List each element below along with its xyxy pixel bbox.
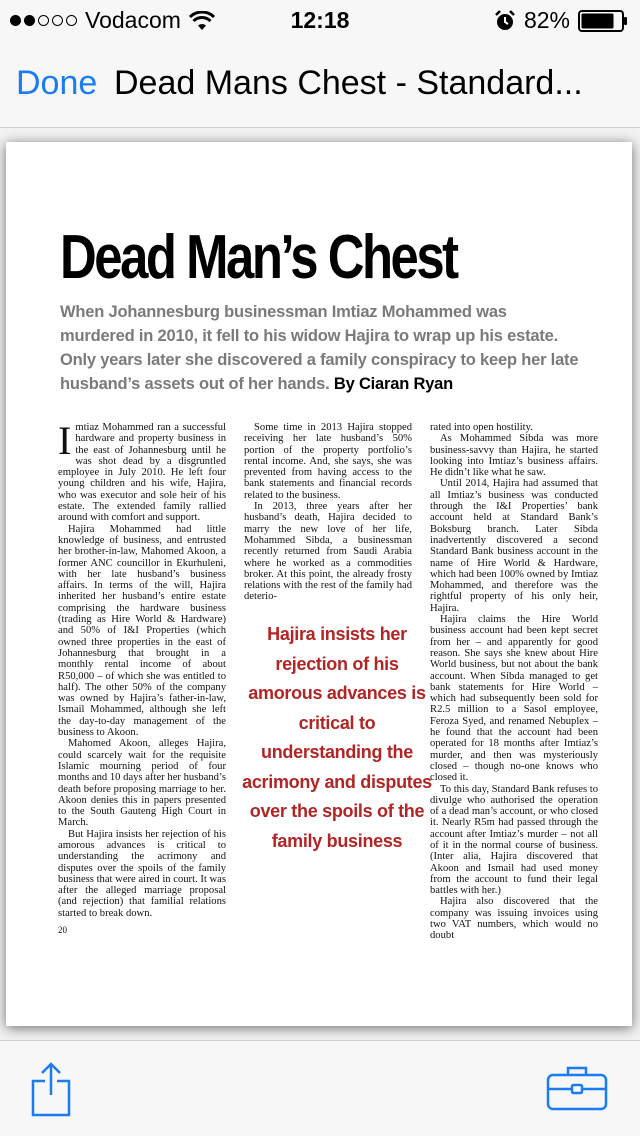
pull-quote: Hajira insists her rejection of his amorous advances is critical to understanding the acrimony and disputes over the spoils of the family business — [242, 624, 432, 851]
paragraph: Until 2014, Hajira had assumed that all Imtiaz’s business was conducted through the I&I Properties’ bank account held at Standard Bank’s Boksburg branch. Later Sibda inadvertently discovered a second Standard Bank business account in the name of Hire World & Hardware, which had been 100% owned by Imtiaz Mohammed, and therefore was the rightful property of his only heir, Hajira. — [430, 478, 598, 614]
toolbox-icon[interactable] — [546, 1065, 608, 1111]
paragraph: To this day, Standard Bank refuses to divulge who authorised the operation of a dead man’s account, or who closed it. Nearly R5m had passed through the account after Imtiaz’s murder – not all of it in the normal course of business. (Inter alia, Hajira discovered that Akoon and Ismail had used money from the account to fund their legal battles with her.) — [430, 783, 598, 897]
article-headline: Dead Man’s Chest — [60, 223, 457, 292]
paragraph: rated into open hostility. — [430, 422, 533, 433]
paragraph — [58, 418, 226, 524]
drop-cap: I — [58, 418, 72, 463]
battery-icon — [578, 10, 628, 32]
paragraph: Mahomed Akoon, alleges Hajira, could scarcely wait for the requisite Islamic mourning period of four months and 10 days after her husband’s death before proposing marriage to her. Akoon denies this in papers presented to the South Gauteng High Court in March. — [58, 738, 226, 829]
paragraph: Hajira Mohammed had little knowledge of business, and entrusted her brother-in-law, Mahomed Akoon, a former ANC councillor in Ekurhuleni, with her late husband’s business affairs. In terms of the will, Hajira inherited her husband’s entire estate comprising the hardware business (trading as Hire World & Hardware) and 50% of I&I Properties (which owned three properties in the east of Johannesburg that brought in a monthly rental income of about R50,000 – of which she was entitled to half). The other 50% of the company was owned by Hajira’s father-in-law, Ismail Mohammed, although she left the day-to-day management of the business to Akoon. — [58, 523, 226, 739]
paragraph: In 2013, three years after her husband’s death, Hajira decided to marry the new love of her life, Mohammed Sibda, a businessman recently returned from Saudi Arabia where he worked as a commodities broker. At this point, the already frosty relations with the rest of the family had deterio- — [244, 501, 412, 603]
status-time: 12:18 — [290, 7, 350, 33]
document-title: Dead Mans Chest - Standard... — [114, 64, 583, 102]
standfirst-text: When Johannesburg businessman Imtiaz Mohammed was murdered in 2010, it fell to his widow Hajira to wrap up his estate. Only years later she discovered a family conspiracy to keep her late husband’s assets out of her hands. — [60, 303, 579, 393]
paragraph: Hajira claims the Hire World business account had been kept secret from her – and apparently for good reason. She says she knew about Hire World business, but not about the bank account. When Sibda managed to get bank statements for Hire World – which had subsequently been sold for R2.5 million to a Sasol employee, Feroza Syed, and renamed Nebuplex – he found that the account had been operated for 18 months after Imtiaz’s murder, and then was mysteriously closed – though no-one knows who closed it. — [430, 614, 598, 784]
document-page[interactable] — [6, 142, 632, 1026]
article-column-3 — [430, 422, 598, 942]
paragraph: Hajira also discovered that the company was issuing invoices using two VAT numbers, which would no doubt — [430, 896, 598, 942]
article-column-2 — [244, 422, 412, 603]
alarm-clock-icon — [494, 10, 516, 32]
battery-percentage: 82% — [523, 7, 570, 33]
paragraph: As Mohammed Sibda was more business-savvy than Hajira, he started looking into Imtiaz’s business affairs. He didn’t like what he saw. — [430, 433, 598, 479]
bottom-toolbar — [0, 1040, 640, 1136]
share-icon[interactable] — [30, 1061, 72, 1117]
done-button[interactable]: Done — [16, 64, 98, 102]
article-column-1 — [58, 418, 226, 919]
page-number: 20 — [58, 925, 67, 935]
status-bar — [0, 0, 640, 40]
document-viewer[interactable] — [0, 128, 640, 1040]
navigation-bar — [0, 40, 640, 128]
carrier-name: Vodacom — [85, 7, 181, 33]
status-right — [494, 7, 628, 34]
article-byline: By Ciaran Ryan — [333, 375, 454, 393]
paragraph-text: mtiaz Mohammed ran a successful hardware and property business in the east of Johannesburg until he was shot dead by a disgruntled employee in July 2010. He left four young children and his wife, Hajira, who was executor and sole heir of his estate. The extended family rallied around with comfort and support. — [58, 422, 226, 524]
paragraph: But Hajira insists her rejection of his amorous advances is critical to understanding the acrimony and disputes over the spoils of the family business that were aired in court. It was after the alleged marriage proposal (and rejection) that familial relations started to break down. — [58, 828, 226, 919]
article-standfirst — [60, 300, 580, 396]
paragraph: Some time in 2013 Hajira stopped receiving her late husband’s 50% portion of the property portfolio’s rental income. And, she says, she was prevented from having access to the bank statements and financial records related to the business. — [244, 422, 412, 501]
